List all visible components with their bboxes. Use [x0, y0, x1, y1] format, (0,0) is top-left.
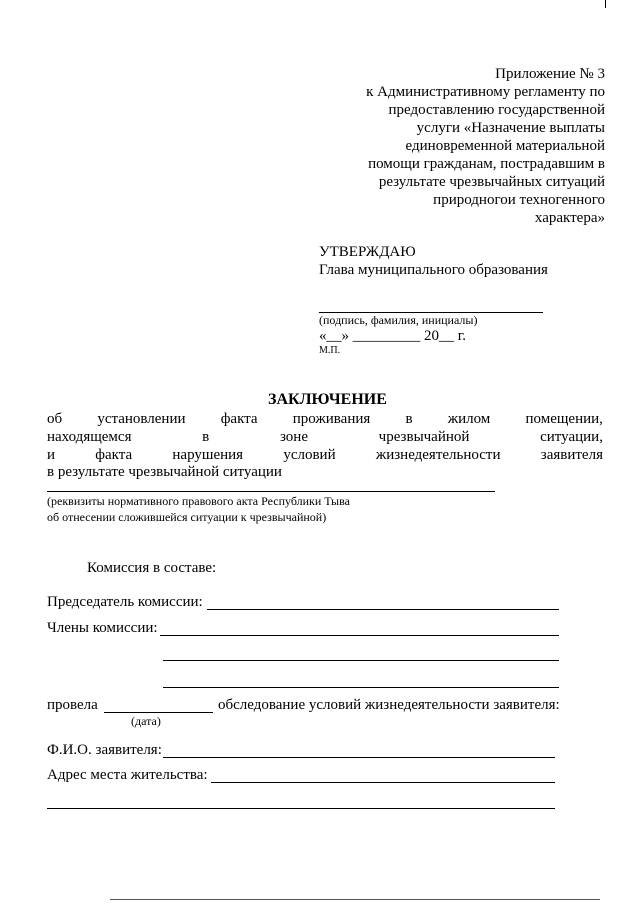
- survey-date-field[interactable]: [104, 712, 213, 713]
- chair-label: Председатель комиссии:: [47, 594, 203, 610]
- subtitle-word: факта: [95, 447, 133, 463]
- member-field-3[interactable]: [163, 687, 559, 688]
- subtitle-word: жизнедеятельности: [375, 447, 501, 463]
- applicant-address-field-1[interactable]: [211, 782, 555, 783]
- approve-heading: УТВЕРЖДАЮ: [319, 244, 416, 260]
- appendix-line: к Административному регламенту по: [366, 84, 605, 100]
- commission-intro: Комиссия в составе:: [87, 560, 217, 576]
- subtitle-word: ситуации,: [540, 429, 603, 445]
- applicant-address-field-2[interactable]: [47, 808, 555, 809]
- subtitle-word: в: [405, 411, 413, 427]
- subtitle-word: заявителя: [540, 447, 603, 463]
- requisites-line[interactable]: [47, 491, 495, 492]
- appendix-line: помощи гражданам, пострадавшим в: [368, 156, 605, 172]
- appendix-line: предоставлению государственной: [388, 102, 605, 118]
- member-field-2[interactable]: [163, 660, 559, 661]
- requisites-caption-2: об отнесении сложившейся ситуации к чрезвычайной): [47, 510, 327, 524]
- applicant-address-label: Адрес места жительства:: [47, 767, 208, 783]
- subtitle-word: зоне: [279, 429, 308, 445]
- chair-field[interactable]: [207, 609, 559, 610]
- subtitle-word: об: [47, 411, 63, 427]
- scan-bottom-line: [110, 899, 600, 900]
- appendix-line: результате чрезвычайных ситуаций: [378, 174, 605, 190]
- applicant-name-field[interactable]: [163, 757, 555, 758]
- subtitle-line-1: [47, 410, 603, 428]
- document-title: ЗАКЛЮЧЕНИЕ: [268, 391, 387, 408]
- appendix-line: Приложение № 3: [495, 66, 605, 82]
- subtitle-word: нарушения: [172, 447, 244, 463]
- approve-date-line[interactable]: «__» _________ 20__ г.: [319, 328, 466, 344]
- subtitle-word: условий: [283, 447, 336, 463]
- subtitle-word: помещении,: [525, 411, 603, 427]
- appendix-line: природногои техногенного: [433, 192, 605, 208]
- appendix-line: услуги «Назначение выплаты: [416, 120, 605, 136]
- subtitle-word: установлении: [97, 411, 186, 427]
- subtitle-line-2: [47, 428, 603, 446]
- subtitle-word: чрезвычайной: [378, 429, 470, 445]
- scan-edge-mark: [605, 0, 606, 8]
- applicant-name-label: Ф.И.О. заявителя:: [47, 742, 162, 758]
- members-label: Члены комиссии:: [47, 620, 158, 636]
- survey-date-caption: (дата): [131, 714, 161, 728]
- stamp-label: М.П.: [319, 345, 341, 356]
- conducted-label: провела: [47, 697, 98, 713]
- subtitle-word: находящемся: [47, 429, 132, 445]
- appendix-line: единовременной материальной: [405, 138, 605, 154]
- subtitle-word: и: [47, 447, 56, 463]
- member-field-1[interactable]: [160, 635, 559, 636]
- subtitle-word: в: [202, 429, 210, 445]
- survey-text: обследование условий жизнедеятельности заявителя:: [218, 697, 560, 713]
- approve-position: Глава муниципального образования: [319, 262, 548, 278]
- requisites-caption-1: (реквизиты нормативного правового акта Республики Тыва: [47, 494, 350, 508]
- subtitle-line-3: [47, 446, 603, 464]
- appendix-line: характера»: [534, 210, 605, 226]
- subtitle-word: проживания: [292, 411, 371, 427]
- signature-caption: (подпись, фамилия, инициалы): [319, 313, 478, 327]
- subtitle-line-4: в результате чрезвычайной ситуации: [47, 464, 282, 480]
- subtitle-word: факта: [220, 411, 258, 427]
- subtitle-word: жилом: [447, 411, 491, 427]
